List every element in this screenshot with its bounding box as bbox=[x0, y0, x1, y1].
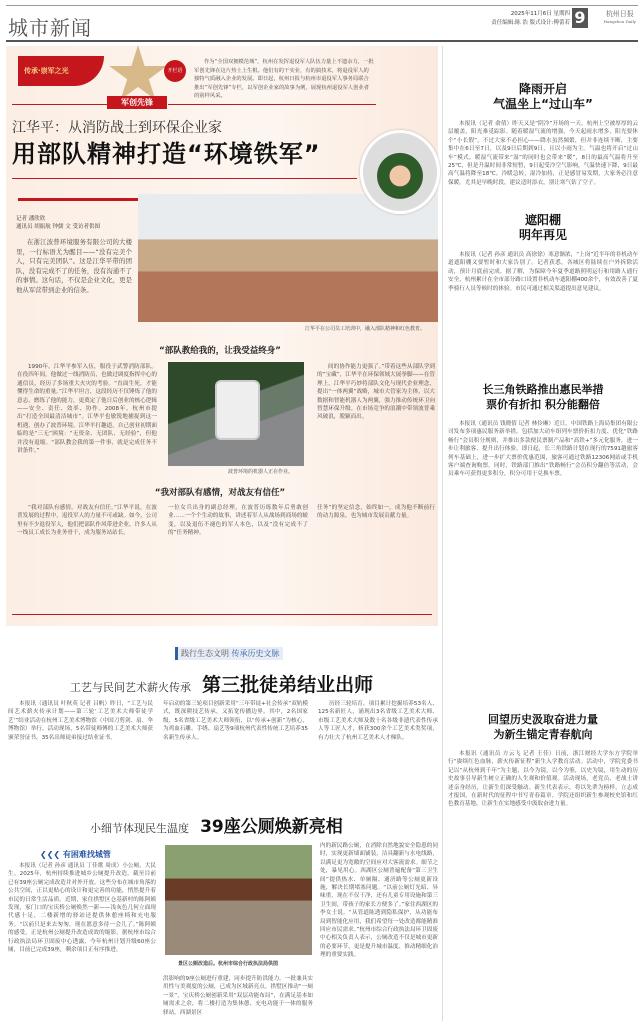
headline-line: 回望历史汲取奋进力量 bbox=[488, 713, 598, 726]
body-text: 本报讯（通讯员 叶秋英 记者 吕帆）昨日，“工艺与民间艺术薪火传承计划——第三轮‘工艺美术大师带徒学艺’”结业活动在杭州工艺美术博物馆（中国刀剪剑、扇、伞博物馆）举行。活动现场，5名带徒师傅的工艺美术大师获颁荣誉证书，35名出师徒弟接过结业证书。 bbox=[8, 701, 153, 741]
craft-headline-row bbox=[70, 670, 373, 697]
article-kicker: 工艺与民间艺术薪火传承 bbox=[70, 681, 191, 694]
headline-line: 降雨开启 bbox=[518, 82, 567, 96]
photo-caption: 波普环境的机器人正在作业。 bbox=[228, 469, 294, 475]
byline-contributors: 通讯员 胡振航 钟儒 文 受访者供图 bbox=[16, 224, 100, 230]
body-text: 1990年，江华平参军入伍，服役于武警消防部队。在役四年间，他做过一线消防员，也做过调度指挥中心的通信员，经历了多场重大火灾的考验。“直面生死，才能懂得生命的重量。”江华平坦言，这段经历不仅锤炼了他的意志，磨练了他的能力，更奠定了他日后创业的核心逻辑——安全、责任、效率、协作。2008年，杭州市提出“打造全国最清洁城市”。江华平也敏锐地捕捉到这一机遇，创办了波普环境。江华平打趣道，自己创业初期面临的是“三无”困境：“无资金、无团队、无经验”，但他并没有退缩。“部队教会我的第一件事，就是完成任务不讲条件。” bbox=[17, 364, 157, 455]
column-label: 军创先锋 bbox=[107, 96, 167, 109]
body-text: 本报讯（记者 俞倩）昨天又是“阴冷”开场的一天。杭州上空被厚厚的云层覆盖，阳光难觅踪影。随着暖湿气流的增强，今天起雨水增多，阳光要休个“小长假”。不过大家不必担心——降水虽然频繁，但并非连续不断，主要集中在6日至7日，以及9日后期到9日，且以小雨为主。气温也将开启“过山车”模式。暖湿气流带来“湿”的同时也会带来“暖”，8日的最高气温将升至25℃，但是升温时间非常短暂，9日起受冷空气影响，气温快速下降，9日最高气温将降至18℃。冷暖急转，湿冷加持，正是感冒易发期，大家务必注意保暖。尤其是早晚时段，建议适时添衣，别让寒气钻了空子。 bbox=[448, 121, 638, 186]
toilet-photo bbox=[165, 845, 312, 955]
logo-text: 杭州日报 bbox=[605, 10, 634, 18]
intro-label: 开栏语 bbox=[164, 60, 186, 82]
toilet-headline-row bbox=[90, 812, 343, 837]
rule bbox=[18, 198, 156, 201]
weather-article bbox=[448, 82, 638, 220]
body-text: 本报讯（通讯员 方云飞 记者 王佳）日前，浙江财经大学东方学院举行“赓续红色血脉，薪火传新征程”新生入学教育活动。活动中，学院党委书记以“从杭州到千年”为主题，以今为镜，以今为鉴，以史为镜，用生动的历史故事引导新生树立正确的人生观和价值观。活动现场，老党员、老战士讲述亲身经历，让新生们深受触动。新生代表表示，将以先辈为榜样，立志成才报国，在新时代的征程中书写青春篇章。学院还组织新生参观校史馆和红色教育基地，让新生在实地感受中汲取奋进力量。 bbox=[448, 751, 638, 808]
column-intro: 作为“全国双拥模范城”，杭州在发挥退役军人队伍力量上不遗余力，一批军创先锋在这片热土上生根。他们有的干实业，有的搞技术，将退役军人的独特气质融入企业的发展。即日起，杭州日报与杭州市退役军人事务局联合推出“军创先锋”专栏，以军创企业家的故事为例，展现杭州退役军人创业者的别样风采。 bbox=[194, 59, 374, 99]
body-text: 间的协作能力更强了。”带着这些从部队学到的“宝藏”，江华平在环保领域大展拳脚——在管理上，江华平巧妙将部队文化与现代企业理念，提出“一体两翼”战略，城市大管家为主体，以大数据和智能机器人为两翼，强力推动传统环卫向智慧环保升级。在市场竞争的浪潮中带领波普乘风破浪，脱颖而出。 bbox=[317, 364, 435, 421]
railway-article bbox=[448, 382, 638, 690]
sunshade-article bbox=[448, 213, 638, 377]
photo-caption: 景区公厕改造后。杭州市综合行政执法局供图 bbox=[178, 961, 279, 967]
body-text: 内的新民路公厕，在消除自然地貌安全隐患的同时，实现更新墙面铺装，洁具翻新与水电线路，以满足更为宽敞的空间应对大客流需求。细节之处，暴见用心。西湖区公厕普遍配备“第三卫生间”提供热水、单厕隔、通济路等公厕更新设施，解决长期堵塞问题。“以前公厕灯光暗、异味重，现在不仅干净，还有儿童专用设施和第三卫生间，带孩子的家长方便多了。”家住西湖区的李女士说。“从管道陈透到隐私保护，从功能布局到智能化应用，我们希望每一处改造都能精准回应市民需求。”杭州市综合行政执法局环卫固废中心相关负责人表示，公厕改造不仅是城市更新的必要环节，更是提升城市温度、推动精细化治理的重要实践。 bbox=[320, 843, 438, 959]
article-headline: 39座公厕焕新亮相 bbox=[200, 817, 343, 837]
section-title: 城市新闻 bbox=[8, 16, 92, 40]
chevrons-icon: ❮❮❮ bbox=[40, 850, 63, 859]
top-rule bbox=[6, 5, 638, 6]
editors: 责任编辑:陈 浩 版式设计:傅蕾若 bbox=[491, 20, 570, 26]
headline-line: 长三角铁路推出惠民举措 bbox=[482, 383, 604, 396]
column-tag bbox=[40, 849, 111, 860]
article-subtitle: 江华平：从消防战士到环保企业家 bbox=[12, 120, 222, 136]
subsection-heading: “我对部队有感情，对战友有信任” bbox=[154, 488, 286, 498]
rule bbox=[12, 178, 357, 179]
body-text: 洪影响的9座公厕进行重建，同步提升防洪能力。一批兼具实用性与美观度的公厕，已成为区域新亮点。拱墅区推动“一厕一景”，宝庆桥公厕创新采用“双层功能布局”，在满足基本如厕需求之余，将二楼打造为集休憩、充电功能于一体的服务驿站。西湖景区 bbox=[163, 976, 313, 1016]
header-rule bbox=[6, 40, 638, 42]
page-number: 9 bbox=[572, 8, 588, 28]
headline-line: 为新生锚定青春航向 bbox=[493, 728, 593, 741]
issue-date: 2025年11月6日 星期四 bbox=[510, 11, 570, 17]
orientation-article bbox=[448, 712, 638, 1020]
newspaper-logo bbox=[604, 10, 636, 26]
rule bbox=[12, 104, 107, 105]
column-divider bbox=[442, 46, 443, 1021]
tag-part: 传承历史文脉 bbox=[231, 649, 280, 658]
body-text: 本报讯（通讯员 钱晓倩 记者 林伶琳）近日，中国铁路上海局集团有限公司发布多项惠民服务新举措，包括加大动车组列车票价折扣力度、优化“铁路畅行”会员积分规则，并推出多款便民票制产品和“高铁+”多元化服务，进一步让利旅客、提升出行体验。即日起，长三角铁路计划在现行的7591趟旅客列车基础上，进一步扩大票价优惠范围，旅客可通过铁路12306网站或手机客户端查询购票。同时，铁路部门推出“铁路畅行”会员积分翻倍等活动，会员乘车可获得更多积分，积分可用于兑换车票。 bbox=[448, 421, 638, 478]
portrait-photo bbox=[360, 130, 440, 214]
logo-en: Hangzhou Daily bbox=[603, 19, 636, 24]
article-kicker: 小细节体现民生温度 bbox=[90, 822, 189, 835]
rule bbox=[12, 614, 432, 615]
robot-image bbox=[215, 380, 260, 440]
headline-line: 票价有折扣 积分能翻倍 bbox=[486, 398, 600, 411]
body-text: 本报讯（记者 孙彦 通讯员 丁佳歌 周成）小公厕，大民生。2025年，杭州持续推进城乡公厕提升改造，截至目前已有39座公厕完成改造并对外开放。这些分布在城市角落的公共空间，正以更贴心的设计和更完善的功能，悄然提升着市民的日常生活品质。近期，家住拱墅区仓基新村的陈阿姨发现，家门口的宝庆桥公厕焕然一新——浅灰色几何立面现代感十足，二楼新增的驿站还提供休憩座椅和充电服务。“以前只是来去匆匆，现在愿意多待一会儿了。”陈阿姨的感受，正是杭州公厕提升改造成效的缩影。据杭州市综合行政执法局环卫固废中心透露，今年杭州计划升级60座公厕，目前已完成39座，剩余项目正有序推进。 bbox=[8, 863, 156, 954]
byline-reporter: 记者 潘欣欣 bbox=[16, 216, 46, 222]
body-text: 年启动的第三轮项目创新采用“三年带徒+社会传承”双轨模式，既深耕技艺传承，又拓宽传播边界。其中，2名国家级、5名省级工艺美术大师领衔，以“传承+创新”为核心，为鸡血石雕、手绣、扇艺等9项杭州代表性传统工艺培养35名新生传承人。 bbox=[163, 701, 308, 741]
issue-info bbox=[491, 10, 570, 28]
tag-label: 有困难找城管 bbox=[62, 850, 111, 859]
topic-tag bbox=[175, 647, 283, 660]
byline bbox=[16, 215, 100, 231]
banner-ribbon: 传承·崇军之光 bbox=[18, 56, 104, 86]
headline-line: 明年再见 bbox=[518, 228, 567, 242]
body-text: 本报讯（记者 孙彦 通讯员 高徐徐）寒意渐浓，“上岗”近半年的非机动车道遮阳棚又要暂时和大家告别了。记者获悉，各城区将陆续在户外拆除活动，预计月底前完成。据了解，为保障今年夏季道路照明运行和用路人通行安全，杭州累计在全市部分路口设置非机动车遮阳棚400余个，有效改善了夏季骑行人员等候时的体验。市民可通过相关渠道提出意见建议。 bbox=[448, 252, 638, 292]
body-text: 一位女兵出身的副总经理，在波普历练数年后勇敢创业……一个个生动的故事，讲述着军人从战场到商场的蜕变，以及退伍不褪色的军人本色，以及“没有完成不了的”任务精神。 bbox=[168, 505, 308, 537]
photo-caption: 江华平在公司员工培训中，融入部队精神和红色教育。 bbox=[305, 326, 426, 332]
article-headline: 第三批徒弟结业出师 bbox=[202, 674, 374, 696]
subsection-heading: “部队教给我的，让我受益终身” bbox=[159, 346, 281, 356]
rule bbox=[168, 104, 376, 105]
headline-line: 遮阳棚 bbox=[524, 213, 561, 227]
headline-line: 气温坐上“过山车” bbox=[493, 97, 593, 111]
body-text: “我对部队有感情，对战友有信任。”江华平说，在波普发展的过程中，退役军人的力量不可或缺。如今，公司里有不少退役军人，他们把部队作风带进企业，许多人从一线员工成长为业务骨干，成为服务站站长。 bbox=[17, 505, 157, 537]
body-text: 任务”的坚定信念，始终如一，成为他不断前行的动力源泉。也为城市发展贡献力量。 bbox=[317, 505, 435, 520]
lead-paragraph: 在浙江波普环境服务有限公司的大楼里，一行标语尤为醒目——“没有完美个人，只有完美团队”。这是江华平带的团队，没有完成不了的任务，没有沟通不了的事情。这句话，不仅是企业文化，更是他从军营带到企业的信条。 bbox=[16, 238, 132, 294]
body-text: 历经三轮培育，项目累计挖掘培养53名人、125名新匠人，涌现出3名省级工艺美术大师、市级工艺美术大师及数十名各级非遗代表性传承人等工匠人才，斩获300余个工艺美术类奖项，有力壮大了杭州工艺美术人才梯队。 bbox=[318, 701, 438, 741]
article-headline: 用部队精神打造“环境铁军” bbox=[12, 140, 321, 168]
tag-part: 践行生态文明 bbox=[181, 649, 229, 658]
